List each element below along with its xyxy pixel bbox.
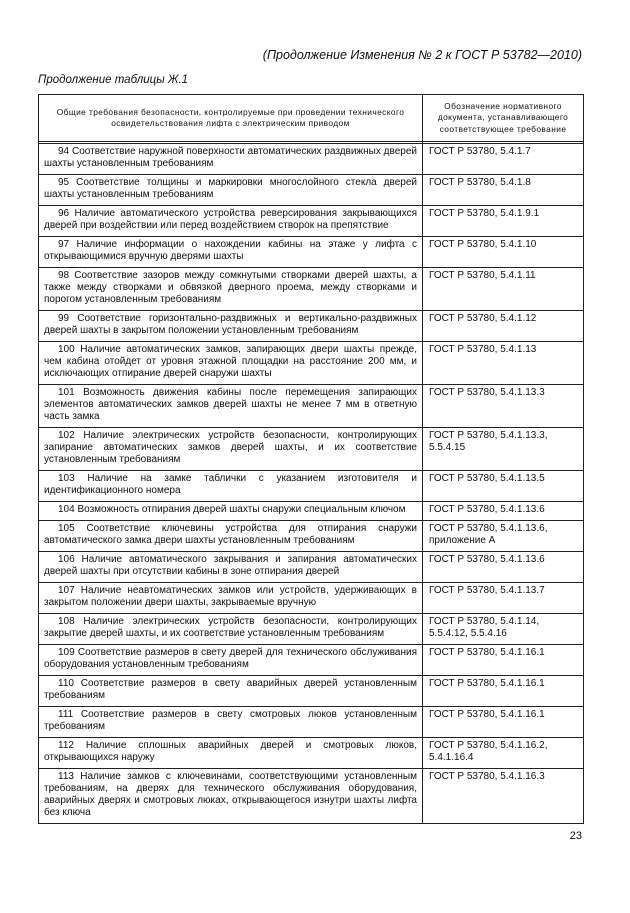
document-cell: ГОСТ Р 53780, 5.4.1.13.7 (423, 583, 584, 614)
document-cell: ГОСТ Р 53780, 5.4.1.16.3 (423, 769, 584, 824)
document-cell: ГОСТ Р 53780, 5.4.1.10 (423, 237, 584, 268)
requirement-cell: 107 Наличие неавтоматических замков или устройств, удерживающих в закрытом положении двери шахты, закрываемые вручную (39, 583, 423, 614)
table-row (39, 707, 584, 738)
column-header-document: Обозначение нормативного документа, устанавливающего соответствующее требование (423, 95, 584, 142)
requirement-cell: 97 Наличие информации о нахождении кабины на этаже у лифта с открывающимися вручную дверями шахты (39, 237, 423, 268)
column-header-requirements: Общие требования безопасности, контролируемые при проведении технического освидетельствования лифта с электрическим приводом (39, 95, 423, 142)
requirement-cell: 103 Наличие на замке таблички с указанием изготовителя и идентификационного номера (39, 471, 423, 502)
requirement-cell: 110 Соответствие размеров в свету аварийных дверей установленным требованиям (39, 676, 423, 707)
table-row (39, 676, 584, 707)
document-cell: ГОСТ Р 53780, 5.4.1.16.1 (423, 645, 584, 676)
table-row (39, 471, 584, 502)
table-row (39, 268, 584, 311)
requirement-cell: 94 Соответствие наружной поверхности автоматических раздвижных дверей шахты установленным требованиям (39, 144, 423, 175)
document-cell: ГОСТ Р 53780, 5.4.1.9.1 (423, 206, 584, 237)
requirement-cell: 101 Возможность движения кабины после перемещения запирающих элементов автоматических замков дверей шахты не менее 7 мм в ответную часть замка (39, 385, 423, 428)
table-row (39, 206, 584, 237)
document-cell: ГОСТ Р 53780, 5.4.1.16.1 (423, 707, 584, 738)
table-row (39, 502, 584, 521)
document-cell: ГОСТ Р 53780, 5.4.1.14, 5.5.4.12, 5.5.4.16 (423, 614, 584, 645)
document-cell: ГОСТ Р 53780, 5.4.1.13.6, приложение А (423, 521, 584, 552)
requirement-cell: 104 Возможность отпирания дверей шахты снаружи специальным ключом (39, 502, 423, 521)
requirement-cell: 98 Соответствие зазоров между сомкнутыми створками дверей шахты, а также между створками и обвязкой дверного проема, между створками и порогом установленным требованиям (39, 268, 423, 311)
requirement-cell: 113 Наличие замков с ключевинами, соответствующими установленным требованиям, на дверях для технического обслуживания оборудования, аварийных дверях и смотровых люках, открывающегося изнутри шахты лифта без ключа (39, 769, 423, 824)
requirement-cell: 109 Соответствие размеров в свету дверей для технического обслуживания оборудования установленным требованиям (39, 645, 423, 676)
table-row (39, 738, 584, 769)
requirement-cell: 112 Наличие сплошных аварийных дверей и смотровых люков, открывающихся наружу (39, 738, 423, 769)
table-row (39, 175, 584, 206)
document-cell: ГОСТ Р 53780, 5.4.1.8 (423, 175, 584, 206)
document-cell: ГОСТ Р 53780, 5.4.1.12 (423, 311, 584, 342)
requirement-cell: 96 Наличие автоматического устройства реверсирования закрывающихся дверей при воздействии или перед воздействием створок на препятствие (39, 206, 423, 237)
document-cell: ГОСТ Р 53780, 5.4.1.13.3, 5.5.4.15 (423, 428, 584, 471)
table-row (39, 311, 584, 342)
document-cell: ГОСТ Р 53780, 5.4.1.13.5 (423, 471, 584, 502)
document-cell: ГОСТ Р 53780, 5.4.1.13.3 (423, 385, 584, 428)
table-row (39, 645, 584, 676)
document-cell: ГОСТ Р 53780, 5.4.1.16.1 (423, 676, 584, 707)
requirements-table (38, 94, 584, 824)
document-cell: ГОСТ Р 53780, 5.4.1.13.6 (423, 552, 584, 583)
table-row (39, 769, 584, 824)
document-cell: ГОСТ Р 53780, 5.4.1.13.6 (423, 502, 584, 521)
table-row (39, 521, 584, 552)
continuation-note: (Продолжение Изменения № 2 к ГОСТ Р 53782—2010) (262, 48, 582, 62)
table-row (39, 552, 584, 583)
table-row (39, 614, 584, 645)
requirement-cell: 108 Наличие электрических устройств безопасности, контролирующих закрытие дверей шахты, и их соответствие установленным требованиям (39, 614, 423, 645)
requirement-cell: 99 Соответствие горизонтально-раздвижных и вертикально-раздвижных дверей шахты в закрытом положении установленным требованиям (39, 311, 423, 342)
requirement-cell: 111 Соответствие размеров в свету смотровых люков установленным требованиям (39, 707, 423, 738)
page-number: 23 (569, 830, 582, 842)
document-cell: ГОСТ Р 53780, 5.4.1.13 (423, 342, 584, 385)
requirement-cell: 106 Наличие автоматического закрывания и запирания автоматических дверей шахты при отсутствии кабины в зоне отпирания дверей (39, 552, 423, 583)
table-row (39, 385, 584, 428)
table-row (39, 237, 584, 268)
table-row (39, 583, 584, 614)
table-header-row (39, 95, 584, 142)
table-row (39, 428, 584, 471)
requirements-table-container (38, 94, 583, 824)
table-body (39, 144, 584, 824)
requirement-cell: 105 Соответствие ключевины устройства для отпирания снаружи автоматического замка двери шахты установленным требованиям (39, 521, 423, 552)
document-cell: ГОСТ Р 53780, 5.4.1.7 (423, 144, 584, 175)
requirement-cell: 95 Соответствие толщины и маркировки многослойного стекла дверей шахты установленным требованиям (39, 175, 423, 206)
document-cell: ГОСТ Р 53780, 5.4.1.16.2, 5.4.1.16.4 (423, 738, 584, 769)
document-cell: ГОСТ Р 53780, 5.4.1.11 (423, 268, 584, 311)
table-row (39, 342, 584, 385)
requirement-cell: 102 Наличие электрических устройств безопасности, контролирующих запирание автоматических замков дверей шахты, и их соответствие установленным требованиям (39, 428, 423, 471)
requirement-cell: 100 Наличие автоматических замков, запирающих двери шахты прежде, чем кабина отойдет от уровня этажной площадки на расстояние 200 мм, и исключающих отпирание дверей снаружи шахты (39, 342, 423, 385)
table-row (39, 144, 584, 175)
table-caption: Продолжение таблицы Ж.1 (38, 74, 189, 86)
